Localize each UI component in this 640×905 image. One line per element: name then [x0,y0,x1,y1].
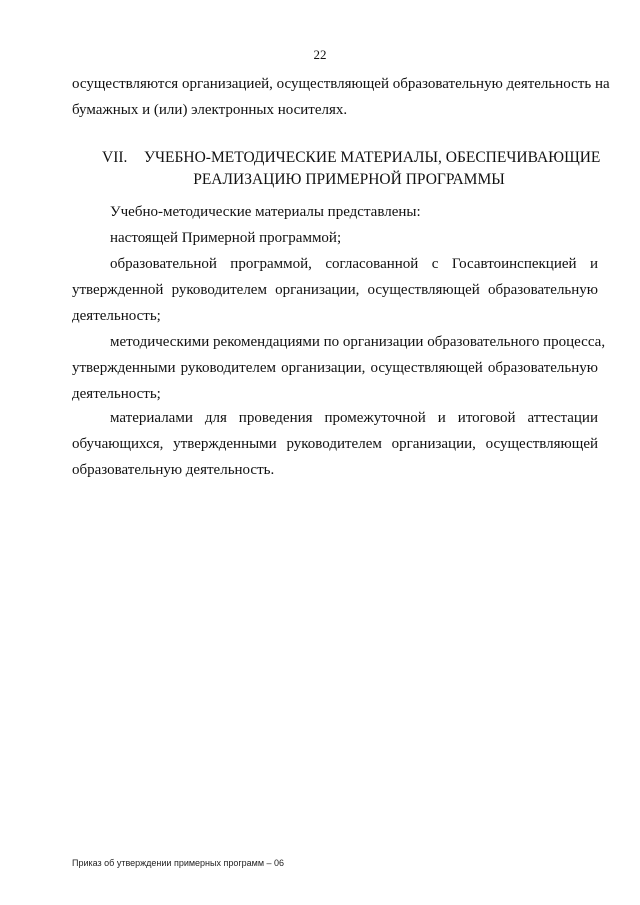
item-attestation-materials [72,405,598,483]
item-program-line: настоящей Примерной программой; [110,230,342,246]
item-methodical-recommendations [72,329,606,407]
item-educational-program-line-2: утвержденной руководителем организации, осуществляющей образовательную [72,282,598,298]
intro-paragraph [72,71,610,123]
section-title-line-2: РЕАЛИЗАЦИЮ ПРИМЕРНОЙ ПРОГРАММЫ [193,171,505,188]
materials-intro-line: Учебно-методические материалы представлены: [110,204,421,220]
item-attestation-line-2: обучающихся, утвержденными руководителем организации, осуществляющей [72,436,598,452]
intro-line-2: бумажных и (или) электронных носителях. [72,102,348,118]
item-educational-program-line-1: образовательной программой, согласованной с Госавтоинспекцией и [110,256,598,272]
section-number: VII. [102,149,128,166]
item-methodical-line-2: утвержденными руководителем организации, осуществляющей образовательную [72,360,598,376]
item-methodical-line-1: методическими рекомендациями по организации образовательного процесса, [110,334,606,350]
item-educational-program [72,251,598,329]
item-attestation-line-3: образовательную деятельность. [72,462,275,478]
item-attestation-line-1: материалами для проведения промежуточной и итоговой аттестации [110,410,598,426]
item-program [72,225,598,251]
section-title-line-1: УЧЕБНО-МЕТОДИЧЕСКИЕ МАТЕРИАЛЫ, ОБЕСПЕЧИВАЮЩИЕ [144,149,601,166]
intro-line-1: осуществляются организацией, осуществляющей образовательную деятельность на [72,76,610,92]
materials-intro [72,199,598,225]
item-educational-program-line-3: деятельность; [72,308,161,324]
page-footer: Приказ об утверждении примерных программ – 06 [72,858,285,868]
item-methodical-line-3: деятельность; [72,386,161,402]
page-number: 22 [313,47,327,62]
